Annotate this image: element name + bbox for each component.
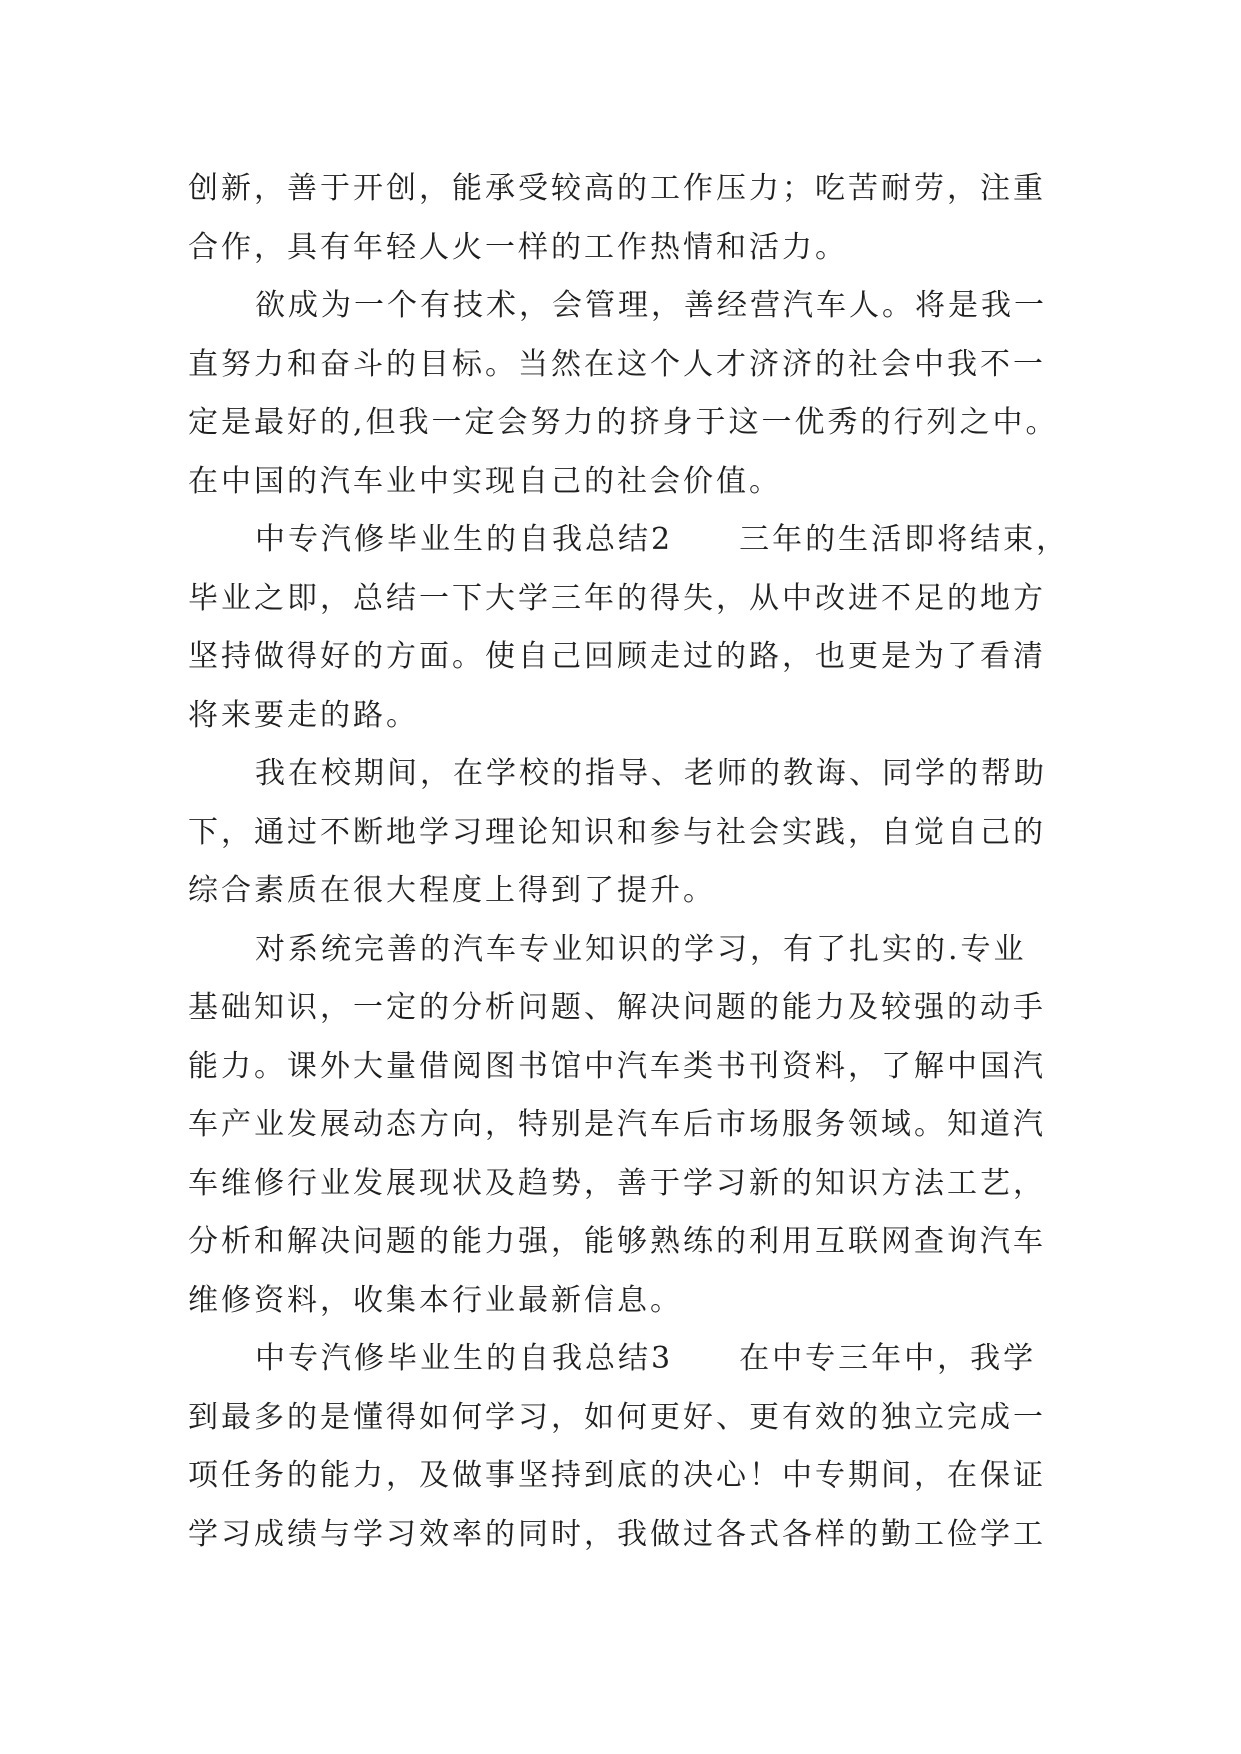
- paragraph-start-line: 我在校期间，在学校的指导、老师的教诲、同学的帮助: [255, 756, 1047, 791]
- text-line: 直努力和奋斗的目标。当然在这个人才济济的社会中我不一: [188, 346, 1046, 382]
- text-line: 在中国的汽车业中实现自己的社会价值。: [188, 463, 782, 499]
- section-heading-line: 中专汽修毕业生的自我总结2 三年的生活即将结束，: [255, 522, 1070, 557]
- text-line: 到最多的是懂得如何学习，如何更好、更有效的独立完成一: [188, 1399, 1046, 1435]
- text-line: 车产业发展动态方向，特别是汽车后市场服务领域。知道汽: [188, 1107, 1046, 1142]
- text-line: 学习成绩与学习效率的同时，我做过各式各样的勤工俭学工: [188, 1516, 1046, 1552]
- paragraph-start-line: 对系统完善的汽车专业知识的学习，有了扎实的.专业: [255, 931, 1027, 967]
- section-heading-line: 中专汽修毕业生的自我总结3 在中专三年中，我学: [255, 1341, 1037, 1376]
- text-line: 坚持做得好的方面。使自己回顾走过的路，也更是为了看清: [188, 639, 1046, 674]
- text-line: 创新，善于开创，能承受较高的工作压力；吃苦耐劳，注重: [188, 171, 1046, 206]
- text-line: 定是最好的,但我一定会努力的挤身于这一优秀的行列之中。: [188, 405, 1059, 440]
- text-line: 项任务的能力，及做事坚持到底的决心！中专期间，在保证: [188, 1458, 1046, 1493]
- text-line: 能力。课外大量借阅图书馆中汽车类书刊资料，了解中国汽: [188, 1048, 1046, 1084]
- text-line: 合作，具有年轻人火一样的工作热情和活力。: [188, 229, 848, 265]
- text-line: 将来要走的路。: [188, 697, 419, 733]
- text-line: 综合素质在很大程度上得到了提升。: [188, 873, 716, 908]
- text-line: 维修资料，收集本行业最新信息。: [188, 1282, 683, 1318]
- text-line: 车维修行业发展现状及趋势，善于学习新的知识方法工艺，: [188, 1165, 1046, 1201]
- text-line: 基础知识，一定的分析问题、解决问题的能力及较强的动手: [188, 990, 1046, 1025]
- text-line: 下，通过不断地学习理论知识和参与社会实践，自觉自己的: [188, 814, 1046, 850]
- document-body: [188, 160, 1070, 1564]
- paragraph-start-line: 欲成为一个有技术，会管理，善经营汽车人。将是我一: [255, 288, 1047, 323]
- text-line: 毕业之即，总结一下大学三年的得失，从中改进不足的地方: [188, 580, 1046, 616]
- text-line: 分析和解决问题的能力强，能够熟练的利用互联网查询汽车: [188, 1224, 1046, 1259]
